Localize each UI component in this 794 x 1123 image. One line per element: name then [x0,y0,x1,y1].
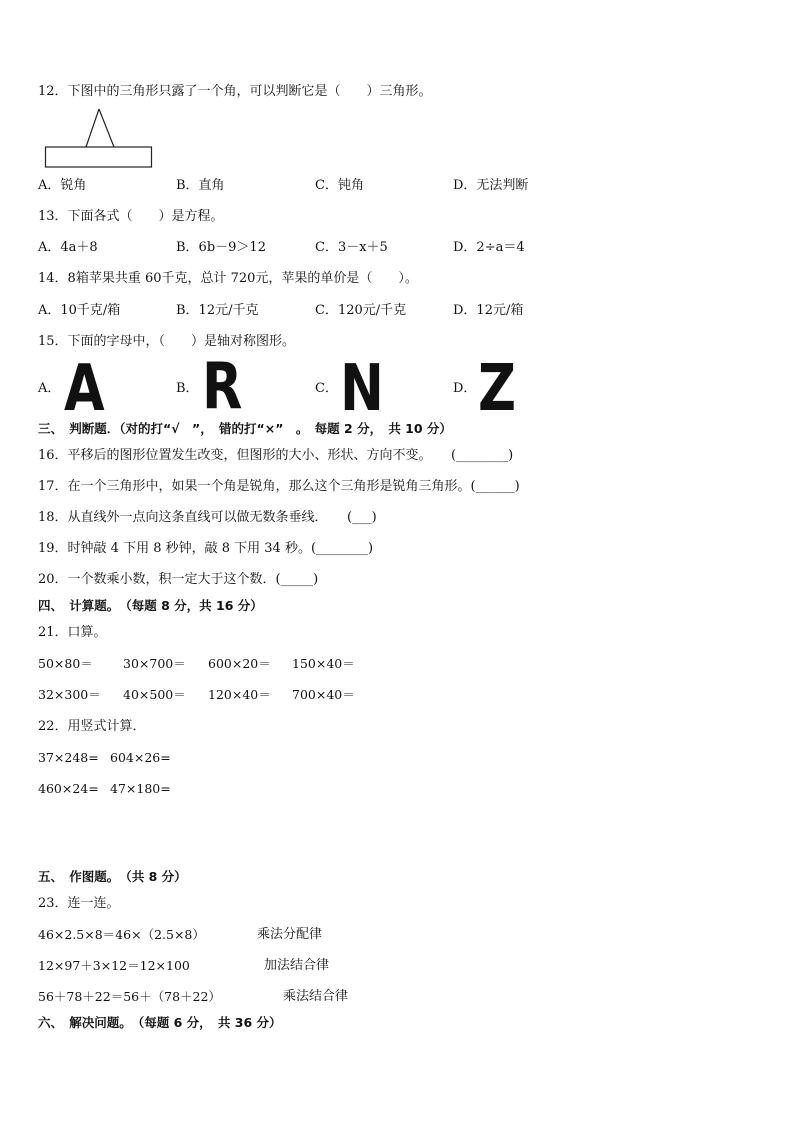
q15-letter-z: Z [478,352,517,426]
q21-item: 700×40＝ [292,687,355,702]
question-21: 21．口算。 [38,625,107,640]
question-14: 14．8箱苹果共重 60千克，总计 720元，苹果的单价是（ ）。 [38,271,418,286]
q12-option-c: C．钝角 [315,178,364,193]
q23-expression: 46×2.5×8＝46×（2.5×8） [38,927,205,942]
triangle-figure [44,105,156,171]
q13-option-a: A．4a＋8 [38,240,98,255]
q12-option-b: B．直角 [176,178,225,193]
q15-letter-r: R [202,350,243,424]
question-15: 15．下面的字母中，（ ）是轴对称图形。 [38,334,296,349]
question-23: 23．连一连。 [38,896,120,911]
q15-option-b-label: B． [176,381,199,396]
q23-expression: 56＋78＋22＝56＋（78＋22） [38,989,221,1004]
q14-option-c: C．120元/千克 [315,303,407,318]
section-4-heading: 四、 计算题。 （每题 8 分，共 16 分） [38,598,263,613]
question-18: 18．从直线外一点向这条直线可以做无数条垂线． (___) [38,510,377,525]
q22-item: 37×248= [38,750,99,765]
q12-option-d: D．无法判断 [453,178,529,193]
q21-item: 30×700＝ [123,656,186,671]
q15-letter-n: N [340,352,384,426]
q21-item: 150×40＝ [292,656,355,671]
question-17: 17．在一个三角形中，如果一个角是锐角，那么这个三角形是锐角三角形。(______) [38,479,520,494]
q23-law: 乘法结合律 [283,989,349,1004]
q13-option-d: D．2÷a＝4 [453,240,525,255]
q15-letter-a: A [64,352,105,426]
q21-item: 120×40＝ [208,687,271,702]
q22-item: 604×26= [110,750,171,765]
q21-item: 600×20＝ [208,656,271,671]
section-3-heading: 三、 判断题．（对的打“√ ”， 错的打“×” 。 每题 2 分， 共 10 分） [38,421,452,436]
question-16: 16．平移后的图形位置发生改变，但图形的大小、形状、方向不变。 (________) [38,448,514,463]
section-5-heading: 五、 作图题。 （共 8 分） [38,869,187,884]
q14-option-d: D．12元/箱 [453,303,524,318]
q13-option-c: C．3－x＋5 [315,240,388,255]
question-20: 20．一个数乘小数，积一定大于这个数．(_____) [38,572,319,587]
q12-option-a: A．锐角 [38,178,87,193]
question-19: 19．时钟敲 4 下用 8 秒钟，敲 8 下用 34 秒。(________) [38,541,374,556]
q15-option-a-label: A． [38,381,61,396]
q14-option-b: B．12元/千克 [176,303,259,318]
q23-expression: 12×97＋3×12＝12×100 [38,958,190,973]
section-6-heading: 六、 解决问题。 （每题 6 分， 共 36 分） [38,1015,282,1030]
q13-option-b: B．6b－9＞12 [176,240,266,255]
q22-item: 460×24= [38,781,99,796]
question-13: 13．下面各式（ ）是方程。 [38,209,224,224]
question-12: 12．下图中的三角形只露了一个角，可以判断它是（ ）三角形。 [38,84,432,99]
q15-option-d-label: D． [453,381,477,396]
q21-item: 50×80＝ [38,656,93,671]
q14-option-a: A．10千克/箱 [38,303,121,318]
q23-law: 乘法分配律 [257,927,323,942]
question-22: 22．用竖式计算． [38,719,146,734]
q22-item: 47×180= [110,781,171,796]
q21-item: 32×300＝ [38,687,101,702]
q15-option-c-label: C． [315,381,338,396]
q23-law: 加法结合律 [264,958,330,973]
q21-item: 40×500＝ [123,687,186,702]
